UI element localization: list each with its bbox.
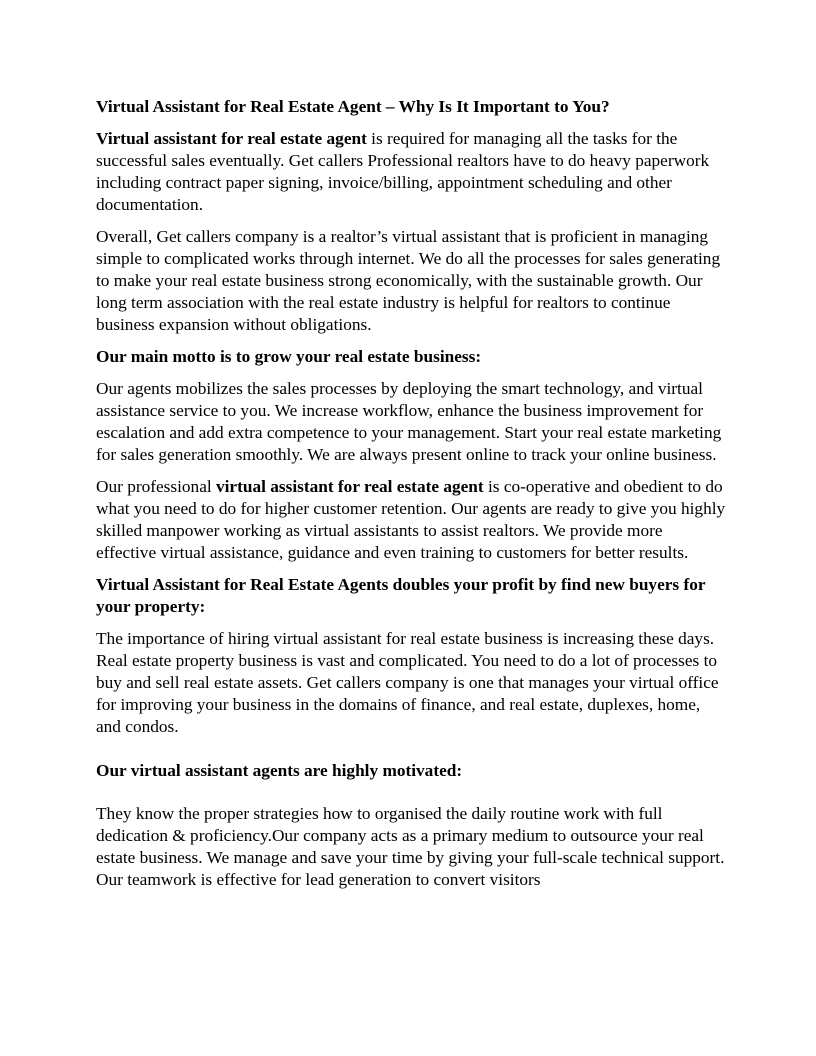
intro-paragraph <box>96 128 726 216</box>
motto-heading: Our main motto is to grow your real estate business: <box>96 347 482 366</box>
importance-paragraph: The importance of hiring virtual assistant for real estate business is increasing these days. Real estate property business is vast and complicated. You need to do a lot of processes to buy and sell real estate assets. Get callers company is one that manages your virtual office for improving your business in the domains of finance, and real estate, duplexes, home, and condos. <box>96 629 719 736</box>
document-body <box>96 96 726 891</box>
intro-text: is required for managing all the tasks for the successful sales eventually. Get callers Professional realtors have to do heavy paperwork including contract paper signing, invoice/billing, appointment scheduling and other documentation. <box>96 129 710 214</box>
intro-bold-phrase: Virtual assistant for real estate agent <box>96 129 367 148</box>
agents-paragraph: Our agents mobilizes the sales processes by deploying the smart technology, and virtual assistance service to you. We increase workflow, enhance the business improvement for escalation and add extra competence to your management. Start your real estate marketing for sales generation smoothly. We are always present online to track your online business. <box>96 379 722 464</box>
document-title: Virtual Assistant for Real Estate Agent – Why Is It Important to You? <box>96 97 610 116</box>
professional-paragraph <box>96 476 726 564</box>
professional-bold-phrase: virtual assistant for real estate agent <box>215 477 484 496</box>
professional-text-after: is co-operative and obedient to do what you need to do for higher customer retention. Our agents are ready to give you highly skilled manpower working as virtual assistants to assist realtors. We provide more effective virtual assistance, guidance and even training to customers for better results. <box>96 477 726 562</box>
motivated-heading: Our virtual assistant agents are highly motivated: <box>96 761 463 780</box>
profit-heading: Virtual Assistant for Real Estate Agents doubles your profit by find new buyers for your property: <box>96 575 706 616</box>
strategies-paragraph: They know the proper strategies how to organised the daily routine work with full dedication & proficiency.Our company acts as a primary medium to outsource your real estate business. We manage and save your time by giving your full-scale technical support. Our teamwork is effective for lead generation to convert visitors <box>96 804 725 889</box>
professional-text-before: Our professional <box>96 477 216 496</box>
overall-paragraph: Overall, Get callers company is a realtor’s virtual assistant that is proficient in managing simple to complicated works through internet. We do all the processes for sales generating to make your real estate business strong economically, with the sustainable growth. Our long term association with the real estate industry is helpful for realtors to continue business expansion without obligations. <box>96 227 721 334</box>
